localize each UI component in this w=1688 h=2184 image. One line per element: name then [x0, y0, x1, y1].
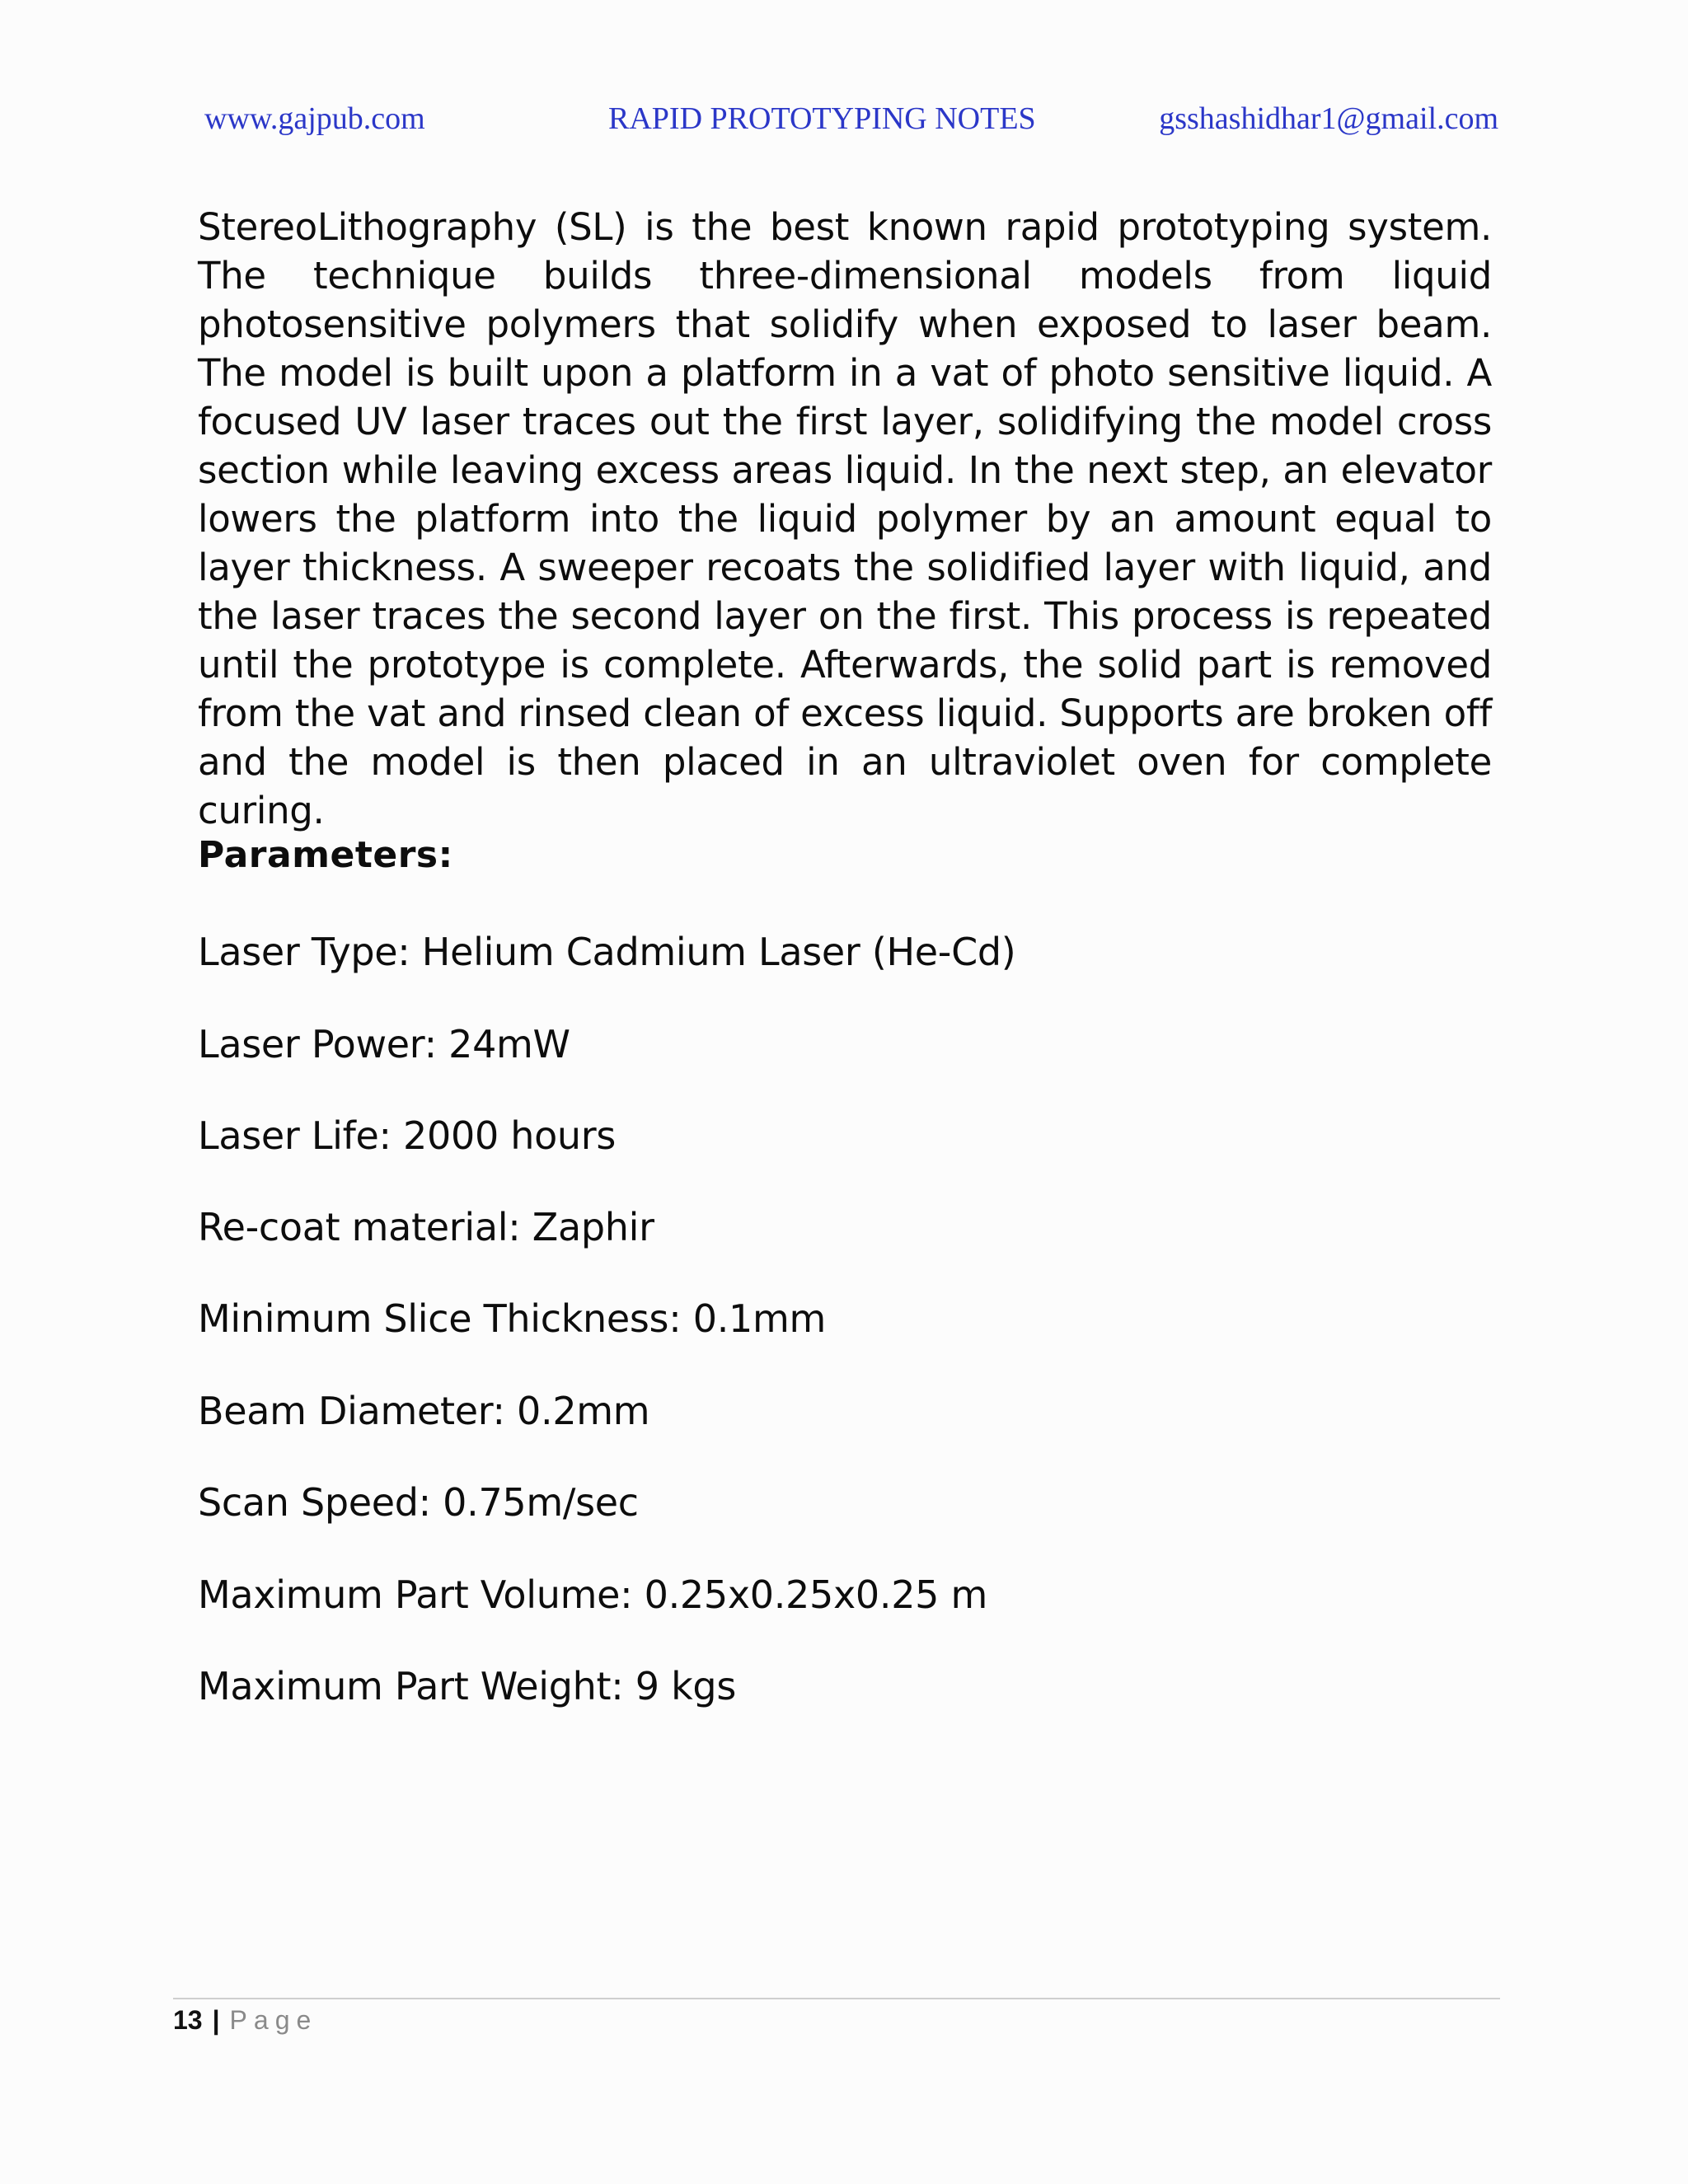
- parameter-recoat-material: Re-coat material: Zaphir: [198, 1205, 654, 1249]
- intro-paragraph: StereoLithography (SL) is the best known rapid prototyping system. The technique builds three-dimensional models from liquid photosensitive polymers that solidify when exposed to laser beam. The model is built upon a platform in a vat of photo sensitive liquid. A focused UV laser traces out the first layer, solidifying the model cross section while leaving excess areas liquid. In the next step, an elevator lowers the platform into the liquid polymer by an amount equal to layer thickness. A sweeper recoats the solidified layer with liquid, and the laser traces the second layer on the first. This process is repeated until the prototype is complete. Afterwards, the solid part is removed from the vat and rinsed clean of excess liquid. Supports are broken off and the model is then placed in an ultraviolet oven for complete curing.: [198, 205, 1492, 832]
- page-footer: [173, 2001, 317, 2039]
- header-email: gsshashidhar1@gmail.com: [1159, 101, 1498, 136]
- parameter-min-slice-thickness: Minimum Slice Thickness: 0.1mm: [198, 1296, 827, 1341]
- parameter-max-part-volume: Maximum Part Volume: 0.25x0.25x0.25 m: [198, 1572, 987, 1617]
- header-title: RAPID PROTOTYPING NOTES: [608, 101, 1036, 136]
- parameter-max-part-weight: Maximum Part Weight: 9 kgs: [198, 1664, 736, 1708]
- page-header: [204, 101, 1498, 147]
- header-website: www.gajpub.com: [204, 101, 425, 136]
- parameter-scan-speed: Scan Speed: 0.75m/sec: [198, 1480, 639, 1525]
- footer-divider: [173, 1998, 1500, 1999]
- parameter-laser-type: Laser Type: Helium Cadmium Laser (He-Cd): [198, 930, 1016, 974]
- page-number: 13: [173, 2004, 203, 2035]
- parameter-laser-power: Laser Power: 24mW: [198, 1022, 570, 1066]
- parameter-laser-life: Laser Life: 2000 hours: [198, 1113, 617, 1158]
- page-separator: |: [212, 2004, 220, 2035]
- parameters-heading: Parameters:: [198, 834, 453, 876]
- parameter-beam-diameter: Beam Diameter: 0.2mm: [198, 1389, 650, 1433]
- page-label: Page: [229, 2004, 318, 2035]
